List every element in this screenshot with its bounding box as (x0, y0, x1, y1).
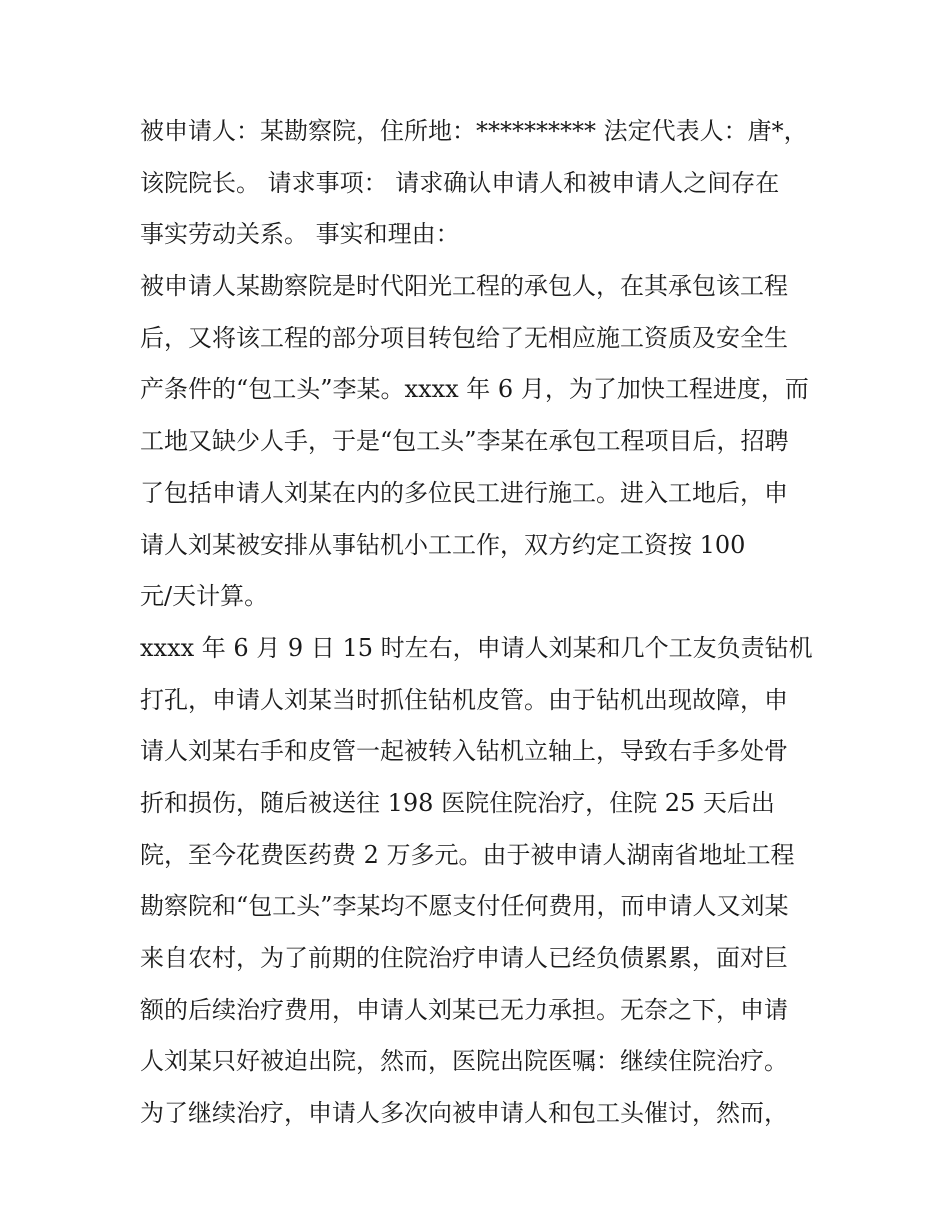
text-line: 请人刘某右手和皮管一起被转入钻机立轴上，导致右手多处骨 (140, 737, 788, 766)
text-line: 该院院长。 请求事项： 请求确认申请人和被申请人之间存在 (140, 168, 780, 197)
text-line: 产条件的“包工头”李某。xxxx 年 6 月，为了加快工程进度，而 (140, 375, 809, 404)
text-line: 人刘某只好被迫出院，然而，医院出院医嘱：继续住院治疗。 (140, 1047, 788, 1076)
text-line: 请人刘某被安排从事钻机小工工作，双方约定工资按 100 (140, 530, 746, 559)
text-line: 来自农村，为了前期的住院治疗申请人已经负债累累，面对巨 (140, 944, 788, 972)
text-line: 元/天计算。 (140, 582, 269, 611)
document-body (140, 106, 820, 1140)
text-line: 工地又缺少人手，于是“包工头”李某在承包工程项目后，招聘 (140, 427, 789, 456)
text-line: 院，至今花费医药费 2 万多元。由于被申请人湖南省地址工程 (140, 840, 795, 869)
text-line: 被申请人：某勘察院，住所地：********** 法定代表人：唐*， (140, 117, 808, 145)
text-line: 为了继续治疗，申请人多次向被申请人和包工头催讨，然而， (140, 1099, 788, 1128)
text-line: 勘察院和“包工头”李某均不愿支付任何费用，而申请人又刘某 (140, 892, 789, 921)
text-line: xxxx 年 6 月 9 日 15 时左右，申请人刘某和几个工友负责钻机 (140, 633, 813, 662)
text-line: 了包括申请人刘某在内的多位民工进行施工。进入工地后，申 (140, 478, 788, 507)
text-line: 后，又将该工程的部分项目转包给了无相应施工资质及安全生 (140, 323, 788, 352)
text-line: 事实劳动关系。 事实和理由： (140, 220, 460, 249)
text-line: 被申请人某勘察院是时代阳光工程的承包人，在其承包该工程 (140, 272, 788, 301)
text-line: 折和损伤，随后被送往 198 医院住院治疗，住院 25 天后出 (140, 788, 775, 817)
text-line: 额的后续治疗费用，申请人刘某已无力承担。无奈之下，申请 (140, 995, 788, 1024)
text-line: 打孔，申请人刘某当时抓住钻机皮管。由于钻机出现故障，申 (140, 685, 788, 714)
